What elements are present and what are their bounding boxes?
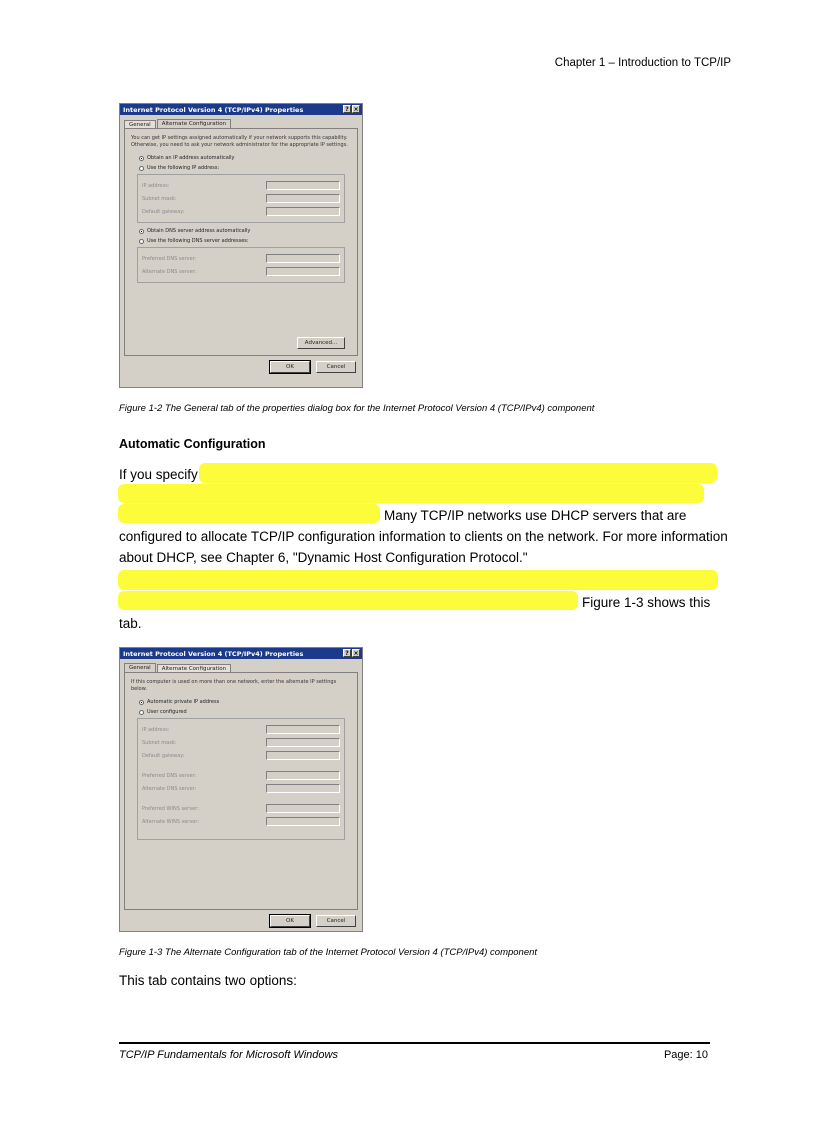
paragraph-text: about DHCP, see Chapter 6, "Dynamic Host Configuration Protocol." [119,550,528,565]
default-gateway-field[interactable] [266,207,340,216]
radio-unselected-icon [139,239,144,244]
ip-address-group [137,174,345,223]
dialog-description: You can get IP settings assigned automatically if your network supports this capability. Otherwise, you need to ask your network administrator for the appropriate IP settings. [131,135,348,148]
cancel-button[interactable]: Cancel [316,361,356,373]
footer-title: TCP/IP Fundamentals for Microsoft Windows [119,1049,338,1061]
radio-label: Use the following IP address: [147,165,220,171]
radio-label: User configured [147,709,187,715]
preferred-dns-label: Preferred DNS server: [142,772,197,779]
preferred-wins-label: Preferred WINS server: [142,805,199,812]
subnet-mask-label: Subnet mask: [142,739,177,746]
radio-selected-icon [139,700,144,705]
dialog-general-tab-screenshot [119,103,363,388]
dialog-title: Internet Protocol Version 4 (TCP/IPv4) Properties [123,105,304,114]
radio-label: Use the following DNS server addresses: [147,238,249,244]
dialog-description: If this computer is used on more than one network, enter the alternate IP settings below. [131,679,337,692]
radio-label: Automatic private IP address [147,699,220,705]
radio-obtain-ip-auto[interactable] [125,153,357,163]
paragraph-text: If you specify [119,467,198,482]
radio-automatic-private-ip[interactable] [125,697,357,707]
ip-address-field[interactable] [266,181,340,190]
ip-address-label: IP address: [142,726,170,733]
preferred-dns-field[interactable] [266,771,340,780]
radio-unselected-icon [139,166,144,171]
preferred-wins-field[interactable] [266,804,340,813]
section-heading: Automatic Configuration [119,437,266,451]
default-gateway-label: Default gateway: [142,208,185,215]
close-button[interactable]: × [353,650,359,657]
radio-use-following-ip[interactable] [125,163,357,173]
default-gateway-label: Default gateway: [142,752,185,759]
cancel-button[interactable]: Cancel [316,915,356,927]
radio-obtain-dns-auto[interactable] [125,226,357,236]
alternate-dns-label: Alternate DNS server: [142,268,197,275]
highlight-mark [118,504,380,523]
paragraph-text: tab. [119,616,142,631]
radio-label: Obtain an IP address automatically [147,155,235,161]
dialog-title-bar [120,104,362,115]
footer-rule [119,1042,710,1044]
subnet-mask-field[interactable] [266,738,340,747]
ip-address-label: IP address: [142,182,170,189]
radio-label: Obtain DNS server address automatically [147,228,251,234]
radio-use-following-dns[interactable] [125,236,357,246]
ip-address-field[interactable] [266,725,340,734]
figure-caption-1-2: Figure 1-2 The General tab of the properties dialog box for the Internet Protocol Version 4 (TCP/IPv4) component [119,403,595,414]
alternate-wins-field[interactable] [266,817,340,826]
help-button[interactable]: ? [343,649,351,657]
radio-user-configured[interactable] [125,707,357,717]
paragraph-text: Figure 1-3 shows this [582,595,711,610]
tab-alternate-configuration[interactable]: Alternate Configuration [157,664,231,673]
default-gateway-field[interactable] [266,751,340,760]
radio-unselected-icon [139,710,144,715]
tab-general[interactable]: General [124,120,156,129]
dns-server-group [137,247,345,283]
alternate-dns-label: Alternate DNS server: [142,785,197,792]
radio-selected-icon [139,156,144,161]
highlight-mark [118,570,718,590]
user-configured-group [137,718,345,840]
preferred-dns-field[interactable] [266,254,340,263]
page-number: Page: 10 [663,1049,708,1061]
preferred-dns-label: Preferred DNS server: [142,255,197,262]
subnet-mask-label: Subnet mask: [142,195,177,202]
close-button[interactable]: × [353,106,359,113]
radio-selected-icon [139,229,144,234]
alternate-dns-field[interactable] [266,784,340,793]
subnet-mask-field[interactable] [266,194,340,203]
dialog-title-bar [120,648,362,659]
help-button[interactable]: ? [343,105,351,113]
dialog-alternate-tab-screenshot [119,647,363,932]
paragraph-text: configured to allocate TCP/IP configuration information to clients on the network. For more information [119,529,728,544]
tab-alternate-configuration[interactable]: Alternate Configuration [157,119,231,128]
ok-button[interactable]: OK [270,915,310,927]
advanced-button[interactable]: Advanced... [297,337,345,349]
alternate-wins-label: Alternate WINS server: [142,818,200,825]
ok-button[interactable]: OK [270,361,310,373]
paragraph-text: Many TCP/IP networks use DHCP servers that are [384,508,687,523]
highlight-mark [118,591,578,610]
alternate-dns-field[interactable] [266,267,340,276]
highlight-mark [118,484,704,503]
page-header: Chapter 1 – Introduction to TCP/IP [554,57,731,69]
tab-general[interactable]: General [124,663,156,672]
paragraph-text: This tab contains two options: [119,973,297,988]
highlight-mark [199,463,717,483]
dialog-title: Internet Protocol Version 4 (TCP/IPv4) Properties [123,649,304,658]
figure-caption-1-3: Figure 1-3 The Alternate Configuration tab of the Internet Protocol Version 4 (TCP/IPv4) component [119,947,538,958]
